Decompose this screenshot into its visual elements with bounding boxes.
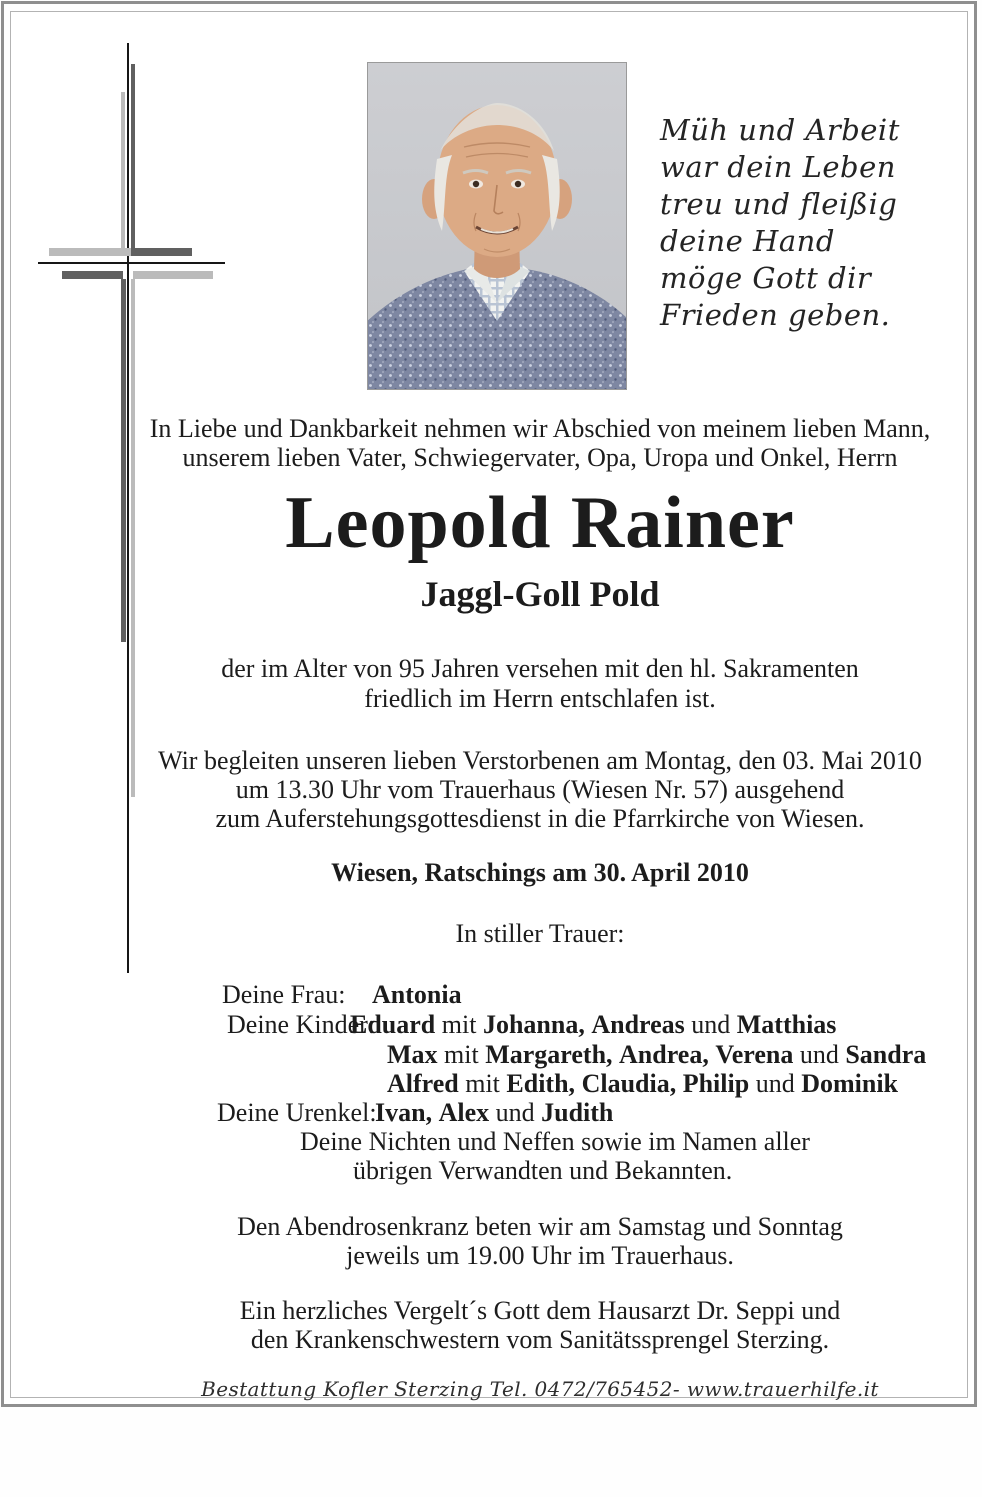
- cross-horizontal-black: [38, 262, 225, 264]
- mourning-header: In stiller Trauer:: [455, 919, 625, 948]
- intro-line-1: In Liebe und Dankbarkeit nehmen wir Abschied von meinem lieben Mann,: [149, 414, 931, 443]
- family-row: [0, 1010, 982, 1039]
- intro-line-2: unserem lieben Vater, Schwiegervater, Opa, Uropa und Onkel, Herrn: [182, 443, 898, 472]
- cross-horizontal-light-lower: [133, 271, 213, 279]
- relation-label: Deine Urenkel:: [217, 1098, 377, 1127]
- family-row: [0, 1156, 982, 1185]
- relation-label: Deine Kinder:: [227, 1010, 376, 1039]
- funeral-home-footer: Bestattung Kofler Sterzing Tel. 0472/765452- www.trauerhilfe.it: [201, 1377, 879, 1401]
- cross-vertical-dark-lower: [121, 279, 126, 642]
- rosary-line-1: Den Abendrosenkranz beten wir am Samstag und Sonntag: [237, 1212, 843, 1241]
- cross-vertical-dark-upper: [131, 64, 135, 256]
- deceased-nickname: Jaggl-Goll Pold: [420, 574, 660, 614]
- memorial-verse: [660, 112, 960, 334]
- funeral-line-1: Wir begleiten unseren lieben Verstorbenen am Montag, den 03. Mai 2010: [158, 746, 922, 775]
- verse-line: Frieden geben.: [660, 298, 891, 332]
- rosary-line-2: jeweils um 19.00 Uhr im Trauerhaus.: [346, 1241, 734, 1270]
- family-names: Max mit Margareth, Andrea, Verena und Sandra: [387, 1040, 927, 1069]
- funeral-line-2: um 13.30 Uhr vom Trauerhaus (Wiesen Nr. 57) ausgehend: [235, 775, 845, 804]
- thanks-line-1: Ein herzliches Vergelt´s Gott dem Hausarzt Dr. Seppi und: [239, 1296, 841, 1325]
- cross-horizontal-dark-upper: [131, 248, 192, 256]
- death-notice-paragraph: [130, 654, 950, 714]
- family-names: Eduard mit Johanna, Andreas und Matthias: [350, 1010, 837, 1039]
- family-row: [0, 1040, 982, 1069]
- portrait-photo: [367, 62, 627, 390]
- verse-line: Müh und Arbeit: [660, 113, 900, 147]
- family-names: Antonia: [372, 980, 462, 1009]
- family-row: [0, 1069, 982, 1098]
- funeral-paragraph: [130, 746, 950, 833]
- cross-vertical-black: [127, 43, 129, 973]
- family-names: Deine Nichten und Neffen sowie im Namen aller: [300, 1127, 810, 1156]
- family-row: [0, 980, 982, 1009]
- verse-line: möge Gott dir: [660, 261, 872, 295]
- verse-line: treu und fleißig: [660, 187, 898, 221]
- death-notice-line-2: friedlich im Herrn entschlafen ist.: [364, 684, 716, 713]
- family-row: [0, 1127, 982, 1156]
- rosary-paragraph: [130, 1212, 950, 1270]
- relation-label: Deine Frau:: [222, 980, 346, 1009]
- family-names: Ivan, Alex und Judith: [375, 1098, 614, 1127]
- family-names: übrigen Verwandten und Bekannten.: [353, 1156, 733, 1185]
- family-row: [0, 1098, 982, 1127]
- funeral-line-3: zum Auferstehungsgottesdienst in die Pfarrkirche von Wiesen.: [215, 804, 865, 833]
- verse-line: deine Hand: [660, 224, 835, 258]
- cross-vertical-light-upper: [121, 92, 125, 248]
- place-dateline: Wiesen, Ratschings am 30. April 2010: [331, 858, 749, 887]
- deceased-name: Leopold Rainer: [285, 482, 795, 564]
- verse-line: war dein Leben: [660, 150, 896, 184]
- death-notice-line-1: der im Alter von 95 Jahren versehen mit den hl. Sakramenten: [221, 654, 859, 683]
- cross-horizontal-dark-lower: [62, 271, 123, 279]
- thanks-paragraph: [130, 1296, 950, 1354]
- intro-paragraph: [130, 414, 950, 472]
- portrait-illustration: [368, 63, 626, 389]
- thanks-line-2: den Krankenschwestern vom Sanitätssprengel Sterzing.: [250, 1325, 830, 1354]
- cross-horizontal-light-upper: [49, 248, 131, 256]
- family-names: Alfred mit Edith, Claudia, Philip und Dominik: [387, 1069, 899, 1098]
